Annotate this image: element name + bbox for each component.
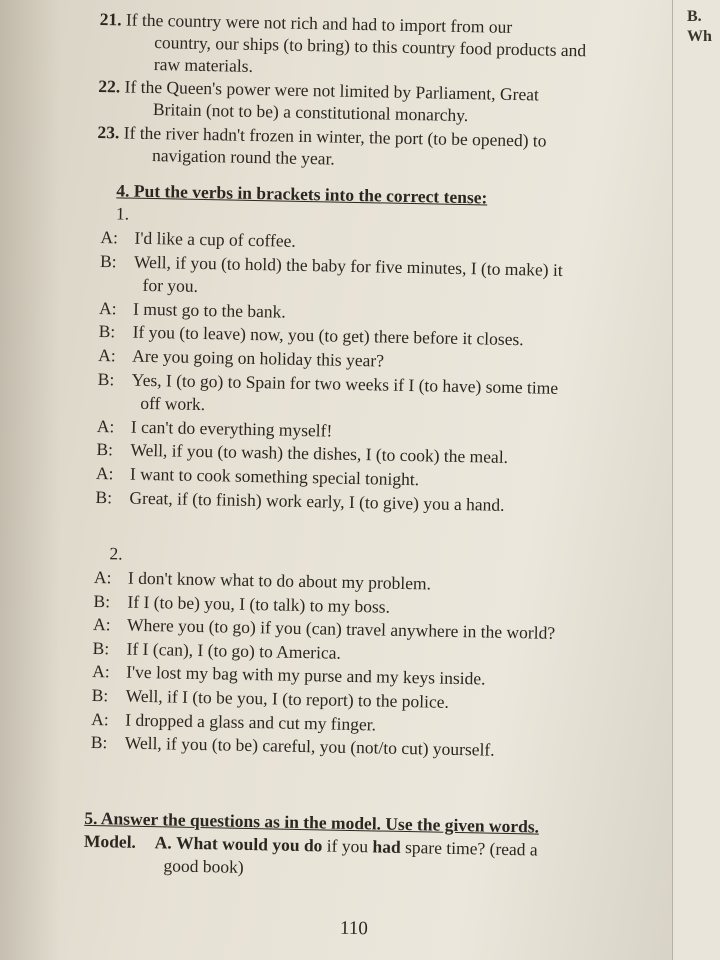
dialogue-text: If you (to leave) now, you (to get) there before it closes. — [132, 322, 524, 350]
speaker-label: B: — [99, 250, 117, 271]
margin-letter: Wh — [687, 28, 712, 45]
speaker-label: A: — [98, 345, 116, 366]
dialogue-text: I can't do everything myself! — [130, 416, 333, 441]
speaker-label: B: — [92, 637, 110, 659]
speaker-label: B: — [96, 439, 114, 460]
item-number: 21. — [99, 8, 122, 30]
page-number: 110 — [339, 917, 368, 940]
item-21-line-3: raw materials. — [153, 54, 254, 76]
model-question-bold: What would you do — [175, 832, 323, 856]
dialogue-text: I'd like a cup of coffee. — [134, 227, 296, 251]
dialogue-line — [100, 226, 296, 252]
dialogue-text: Well, if you (to wash) the dishes, I (to cook) the meal. — [130, 440, 509, 468]
dialogue-text: Are you going on holiday this year? — [132, 345, 385, 371]
model-question-text: if you — [322, 835, 373, 857]
page-shadow — [0, 0, 60, 960]
next-page-edge — [672, 0, 720, 960]
dialogue-line — [98, 344, 384, 371]
dialogue-text: I've lost my bag with my purse and my keys inside. — [125, 662, 486, 689]
item-text: If the country were not rich and had to import from our — [125, 9, 513, 37]
item-22-line-2: Britain (not to be) a constitutional monarchy. — [152, 99, 469, 126]
speaker-label: B: — [95, 486, 113, 507]
speaker-label: A: — [91, 661, 110, 682]
speaker-label: A: — [98, 297, 117, 319]
dialogue-line — [95, 486, 504, 516]
model-question-bold-had: had — [372, 836, 401, 857]
exercise-4-part-2-label: 2. — [109, 543, 123, 564]
exercise-4-part-1-label: 1. — [115, 203, 130, 224]
speaker-label: A: — [100, 227, 119, 248]
dialogue-text: I want to cook something special tonight. — [129, 463, 420, 490]
exercise-5-model-cont: good book) — [163, 855, 244, 877]
speaker-label: B: — [91, 684, 109, 706]
model-question-text-end: spare time? (read a — [400, 836, 538, 860]
dialogue-text: I don't know what to do about my problem. — [127, 567, 432, 594]
speaker-label: A: — [93, 566, 112, 588]
dialogue-line — [99, 297, 286, 323]
dialogue-line — [91, 731, 495, 761]
dialogue-text: Well, if you (to hold) the baby for five minutes, I (to make) it — [133, 251, 563, 280]
exercise-4-heading: 4. Put the verbs in brackets into the correct tense: — [116, 180, 488, 208]
dialogue-text: If I (to be) you, I (to talk) to my boss. — [127, 591, 391, 617]
speaker-label: A: — [91, 708, 109, 729]
item-text: If the river hadn't frozen in winter, the port (to be opened) to — [123, 122, 547, 151]
model-label: Model. — [83, 830, 137, 852]
item-text: If the Queen's power were not limited by Parliament, Great — [124, 76, 540, 105]
dialogue-text: Well, if you (to be) careful, you (not/to cut) yourself. — [124, 732, 495, 760]
speaker-label: B: — [90, 732, 108, 753]
dialogue-continuation: for you. — [142, 275, 199, 297]
margin-letter: B. — [687, 8, 702, 25]
dialogue-text: I dropped a glass and cut my finger. — [125, 709, 377, 735]
dialogue-text: If I (can), I (to go) to America. — [126, 638, 342, 663]
item-21-line-2: country, our ships (to bring) to this country food products and — [154, 32, 587, 61]
model-prefix: A. — [154, 832, 172, 853]
speaker-label: A: — [96, 415, 115, 437]
speaker-label: B: — [97, 368, 115, 389]
dialogue-continuation: off work. — [140, 393, 206, 415]
dialogue-text: Great, if (to finish) work early, I (to give) you a hand. — [129, 487, 505, 515]
exercise-5-heading: 5. Answer the questions as in the model. Use the given words. — [84, 807, 540, 837]
page-content — [83, 4, 675, 877]
dialogue-text: Yes, I (to go) to Spain for two weeks if I (to have) some time — [131, 369, 559, 398]
dialogue-line — [92, 637, 341, 664]
item-23-line-2: navigation round the year. — [151, 145, 336, 169]
dialogue-line — [91, 708, 376, 735]
speaker-label: A: — [95, 463, 114, 484]
dialogue-line — [97, 415, 333, 442]
dialogue-text: I must go to the bank. — [132, 298, 286, 322]
speaker-label: B: — [93, 590, 111, 611]
dialogue-text: Where you (to go) if you (can) travel anywhere in the world? — [126, 614, 556, 644]
dialogue-text: Well, if I (to be you, I (to report) to the police. — [125, 685, 450, 712]
item-number: 23. — [97, 121, 120, 143]
speaker-label: B: — [98, 321, 116, 342]
item-number: 22. — [98, 75, 121, 97]
speaker-label: A: — [92, 614, 111, 635]
